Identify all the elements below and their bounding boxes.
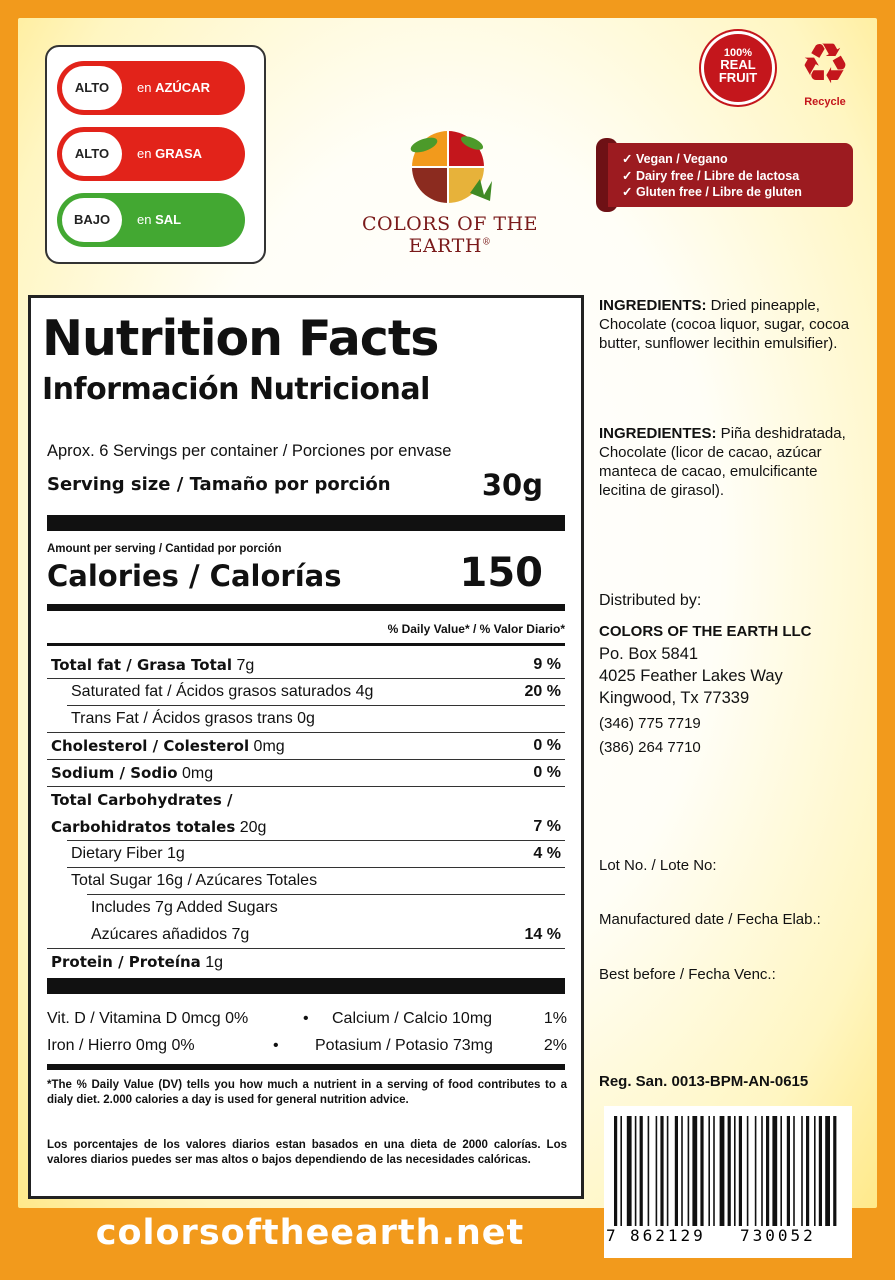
claim-item: ✓ Dairy free / Libre de lactosa (622, 168, 800, 183)
nutrient-row-trans-fat: Trans Fat / Ácidos grasos trans 0g (71, 710, 315, 727)
warning-level: BAJO (62, 198, 122, 242)
warning-high-sugar (57, 61, 245, 115)
website-url: colorsoftheearth.net (95, 1213, 525, 1253)
footnote-english: *The % Daily Value (DV) tells you how much a nutrient in a serving of food contributes to a dialy diet. 2.000 calories a day is used for general nutrition advice. (47, 1079, 567, 1106)
claim-item: ✓ Gluten free / Libre de gluten (622, 185, 802, 199)
warning-prefix: en (137, 146, 152, 161)
nutrient-row-carbs-en: Total Carbohydrates / (51, 791, 233, 809)
warning-level: ALTO (62, 66, 122, 110)
servings-per-container: Aprox. 6 Servings per container / Porciones por envase (47, 442, 452, 460)
nutrition-subtitle: Información Nutricional (42, 372, 430, 407)
nutrient-row-sodium: Sodium / Sodio 0mg 0 % (51, 764, 561, 782)
fruit-logo-icon (320, 115, 580, 215)
distributor-name: COLORS OF THE EARTH LLC (599, 623, 812, 640)
nutrition-title: Nutrition Facts (42, 310, 439, 367)
nutrient-row-sugar: Total Sugar 16g / Azúcares Totales (71, 872, 318, 889)
vitamin-row: Vit. D / Vitamina D 0mcg 0% • Calcium / Calcio 10mg 1% (47, 1010, 567, 1027)
warning-low-salt (57, 193, 245, 247)
barcode-right-digits: 730052 (740, 1226, 816, 1245)
claim-item: ✓ Vegan / Vegano (622, 152, 728, 166)
ingredients-english: INGREDIENTS: Dried pineapple, Chocolate (cocoa liquor, sugar, cocoa butter, sunflower lecithin emulsifier). (599, 297, 850, 352)
nutrition-facts-panel (28, 295, 584, 1199)
divider-medium (47, 1064, 565, 1070)
warning-high-fat (57, 127, 245, 181)
barcode-bars (614, 1116, 842, 1226)
serving-size: Serving size / Tamaño por porción 30g (47, 468, 543, 502)
nutrient-row-cholesterol: Cholesterol / Colesterol 0mg 0 % (51, 737, 561, 755)
nutrient-row-fiber: Dietary Fiber 1g 4 % (71, 845, 561, 862)
calories-row (47, 550, 557, 602)
amount-per-serving: Amount per serving / Cantidad por porción (47, 543, 282, 555)
divider-thick (47, 515, 565, 531)
footnote-spanish: Los porcentajes de los valores diarios estan basados en una dieta de 2000 calorías. Los valores diarios puedes ser mas altos o bajos dependiendo de las necesidades calóricas. (47, 1139, 567, 1166)
vitamin-row: Iron / Hierro 0mg 0% • Potasium / Potasio 73mg 2% (47, 1037, 567, 1054)
warning-level: ALTO (62, 132, 122, 176)
brand-name: COLORS OF THE EARTH (361, 213, 539, 257)
recycle-badge (788, 34, 862, 114)
warning-prefix: en (137, 80, 152, 95)
nutrient-row-protein: Protein / Proteína 1g (51, 953, 224, 971)
real-fruit-badge: 100% REAL FRUIT (704, 34, 772, 102)
registered-mark: ® (481, 237, 492, 248)
distributor-phones: (346) 775 7719 (386) 264 7710 (599, 715, 701, 756)
barcode-lead-digit: 7 (606, 1226, 616, 1245)
nutrient-row-added-sugar-en: Includes 7g Added Sugars (91, 899, 278, 916)
ingredients-spanish: INGREDIENTES: Piña deshidratada, Chocolate (licor de cacao, azúcar manteca de cacao, emulcificante lecitina de girasol). (599, 425, 846, 499)
warning-labels-panel (45, 45, 266, 264)
brand-logo (320, 115, 580, 257)
nutrient-row-saturated-fat: Saturated fat / Ácidos grasos saturados 4g 20 % (71, 683, 561, 700)
nutrient-row-added-sugar-es: Azúcares añadidos 7g 14 % (91, 926, 561, 943)
daily-value-header: % Daily Value* / % Valor Diario* (387, 622, 565, 636)
divider-medium (47, 604, 565, 611)
lot-number-label: Lot No. / Lote No: (599, 857, 717, 874)
warning-nutrient: AZÚCAR (155, 80, 210, 95)
barcode-left-digits: 862129 (630, 1226, 706, 1245)
calories-value: 150 (459, 550, 543, 596)
warning-nutrient: GRASA (155, 146, 203, 161)
barcode (604, 1106, 852, 1258)
recycle-icon: ♻ (799, 32, 851, 97)
nutrient-row-carbs-es: Carbohidratos totales 20g 7 % (51, 818, 561, 836)
warning-nutrient: SAL (155, 212, 182, 227)
sanitary-registration: Reg. San. 0013-BPM-AN-0615 (599, 1073, 809, 1090)
manufactured-date-label: Manufactured date / Fecha Elab.: (599, 911, 821, 928)
serving-size-value: 30g (481, 468, 543, 502)
distributed-by-label: Distributed by: (599, 592, 702, 609)
warning-prefix: en (137, 212, 152, 227)
recycle-label: Recycle (804, 96, 846, 108)
claims-ribbon (608, 143, 853, 207)
distributor-address: Po. Box 5841 4025 Feather Lakes Way Kingwood, Tx 77339 (599, 645, 783, 707)
nutrient-row-total-fat: Total fat / Grasa Total 7g 9 % (51, 656, 561, 674)
divider-thick (47, 978, 565, 994)
best-before-label: Best before / Fecha Venc.: (599, 966, 776, 983)
calories-label: Calories / Calorías (47, 559, 342, 593)
